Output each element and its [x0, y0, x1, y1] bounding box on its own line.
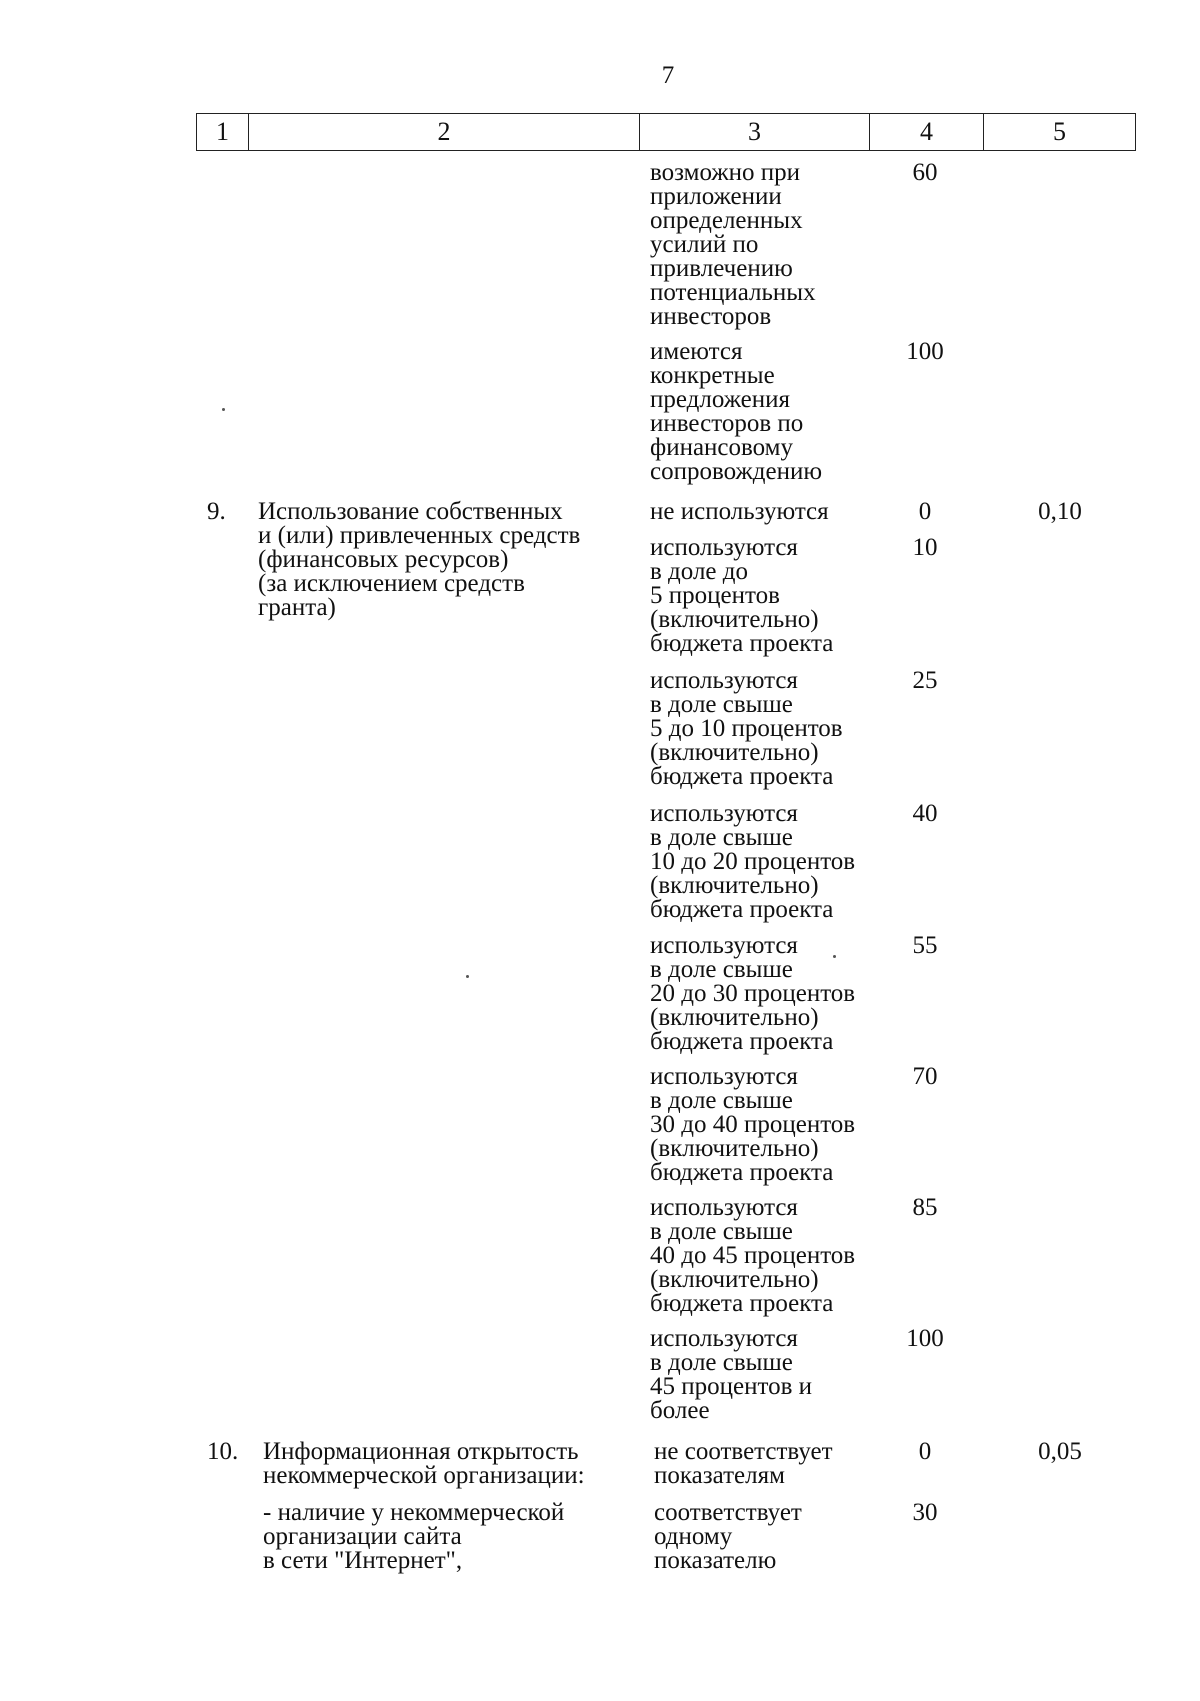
option-score: 25 [912, 667, 938, 694]
option-text: не соответствует показателям [654, 1438, 833, 1489]
header-col-1: 1 [197, 114, 249, 150]
criterion-text: Информационная открытость некоммерческой организации: [263, 1438, 585, 1489]
row-number: 10. [207, 1438, 239, 1465]
scan-speck [466, 975, 469, 978]
option-text: используются в доле свыше 10 до 20 процентов (включительно) бюджета проекта [650, 800, 856, 923]
option-score: 100 [906, 338, 944, 365]
option-text: имеются конкретные предложения инвесторов по финансовому сопровождению [650, 338, 823, 485]
option-text: используются в доле свыше 30 до 40 процентов (включительно) бюджета проекта [650, 1063, 856, 1186]
option-score: 0 [918, 498, 932, 525]
option-score: 10 [912, 534, 938, 561]
option-text: возможно при приложении определенных усилий по привлечению потенциальных инвесторов [650, 159, 816, 330]
option-text: соответствует одному показателю [654, 1499, 802, 1574]
row-number: 9. [207, 498, 226, 525]
scan-speck [833, 955, 836, 958]
option-text: используются в доле свыше 40 до 45 процентов (включительно) бюджета проекта [650, 1194, 856, 1317]
option-score: 85 [912, 1194, 938, 1221]
header-col-3: 3 [640, 114, 870, 150]
option-score: 55 [912, 932, 938, 959]
option-text: не используются [650, 498, 829, 525]
option-score: 100 [906, 1325, 944, 1352]
option-score: 40 [912, 800, 938, 827]
option-text: используются в доле свыше 45 процентов и более [650, 1325, 813, 1424]
option-text: используются в доле до 5 процентов (включительно) бюджета проекта [650, 534, 834, 657]
option-text: используются в доле свыше 20 до 30 процентов (включительно) бюджета проекта [650, 932, 856, 1055]
header-col-5: 5 [1053, 117, 1066, 146]
option-score: 30 [912, 1499, 938, 1526]
subcriterion-text: - наличие у некоммерческой организации сайта в сети "Интернет", [263, 1499, 565, 1574]
criterion-weight: 0,10 [1038, 498, 1082, 525]
header-col-4: 4 [870, 114, 984, 150]
page-number: 7 [661, 62, 675, 89]
option-score: 60 [912, 159, 938, 186]
criterion-weight: 0,05 [1038, 1438, 1082, 1465]
criterion-text: Использование собственных и (или) привлеченных средств (финансовых ресурсов) (за исключением средств гранта) [258, 498, 581, 621]
option-score: 70 [912, 1063, 938, 1090]
table-header-row [196, 113, 1136, 151]
scan-speck [222, 408, 225, 411]
option-score: 0 [918, 1438, 932, 1465]
option-text: используются в доле свыше 5 до 10 процентов (включительно) бюджета проекта [650, 667, 843, 790]
header-col-2: 2 [249, 114, 640, 150]
